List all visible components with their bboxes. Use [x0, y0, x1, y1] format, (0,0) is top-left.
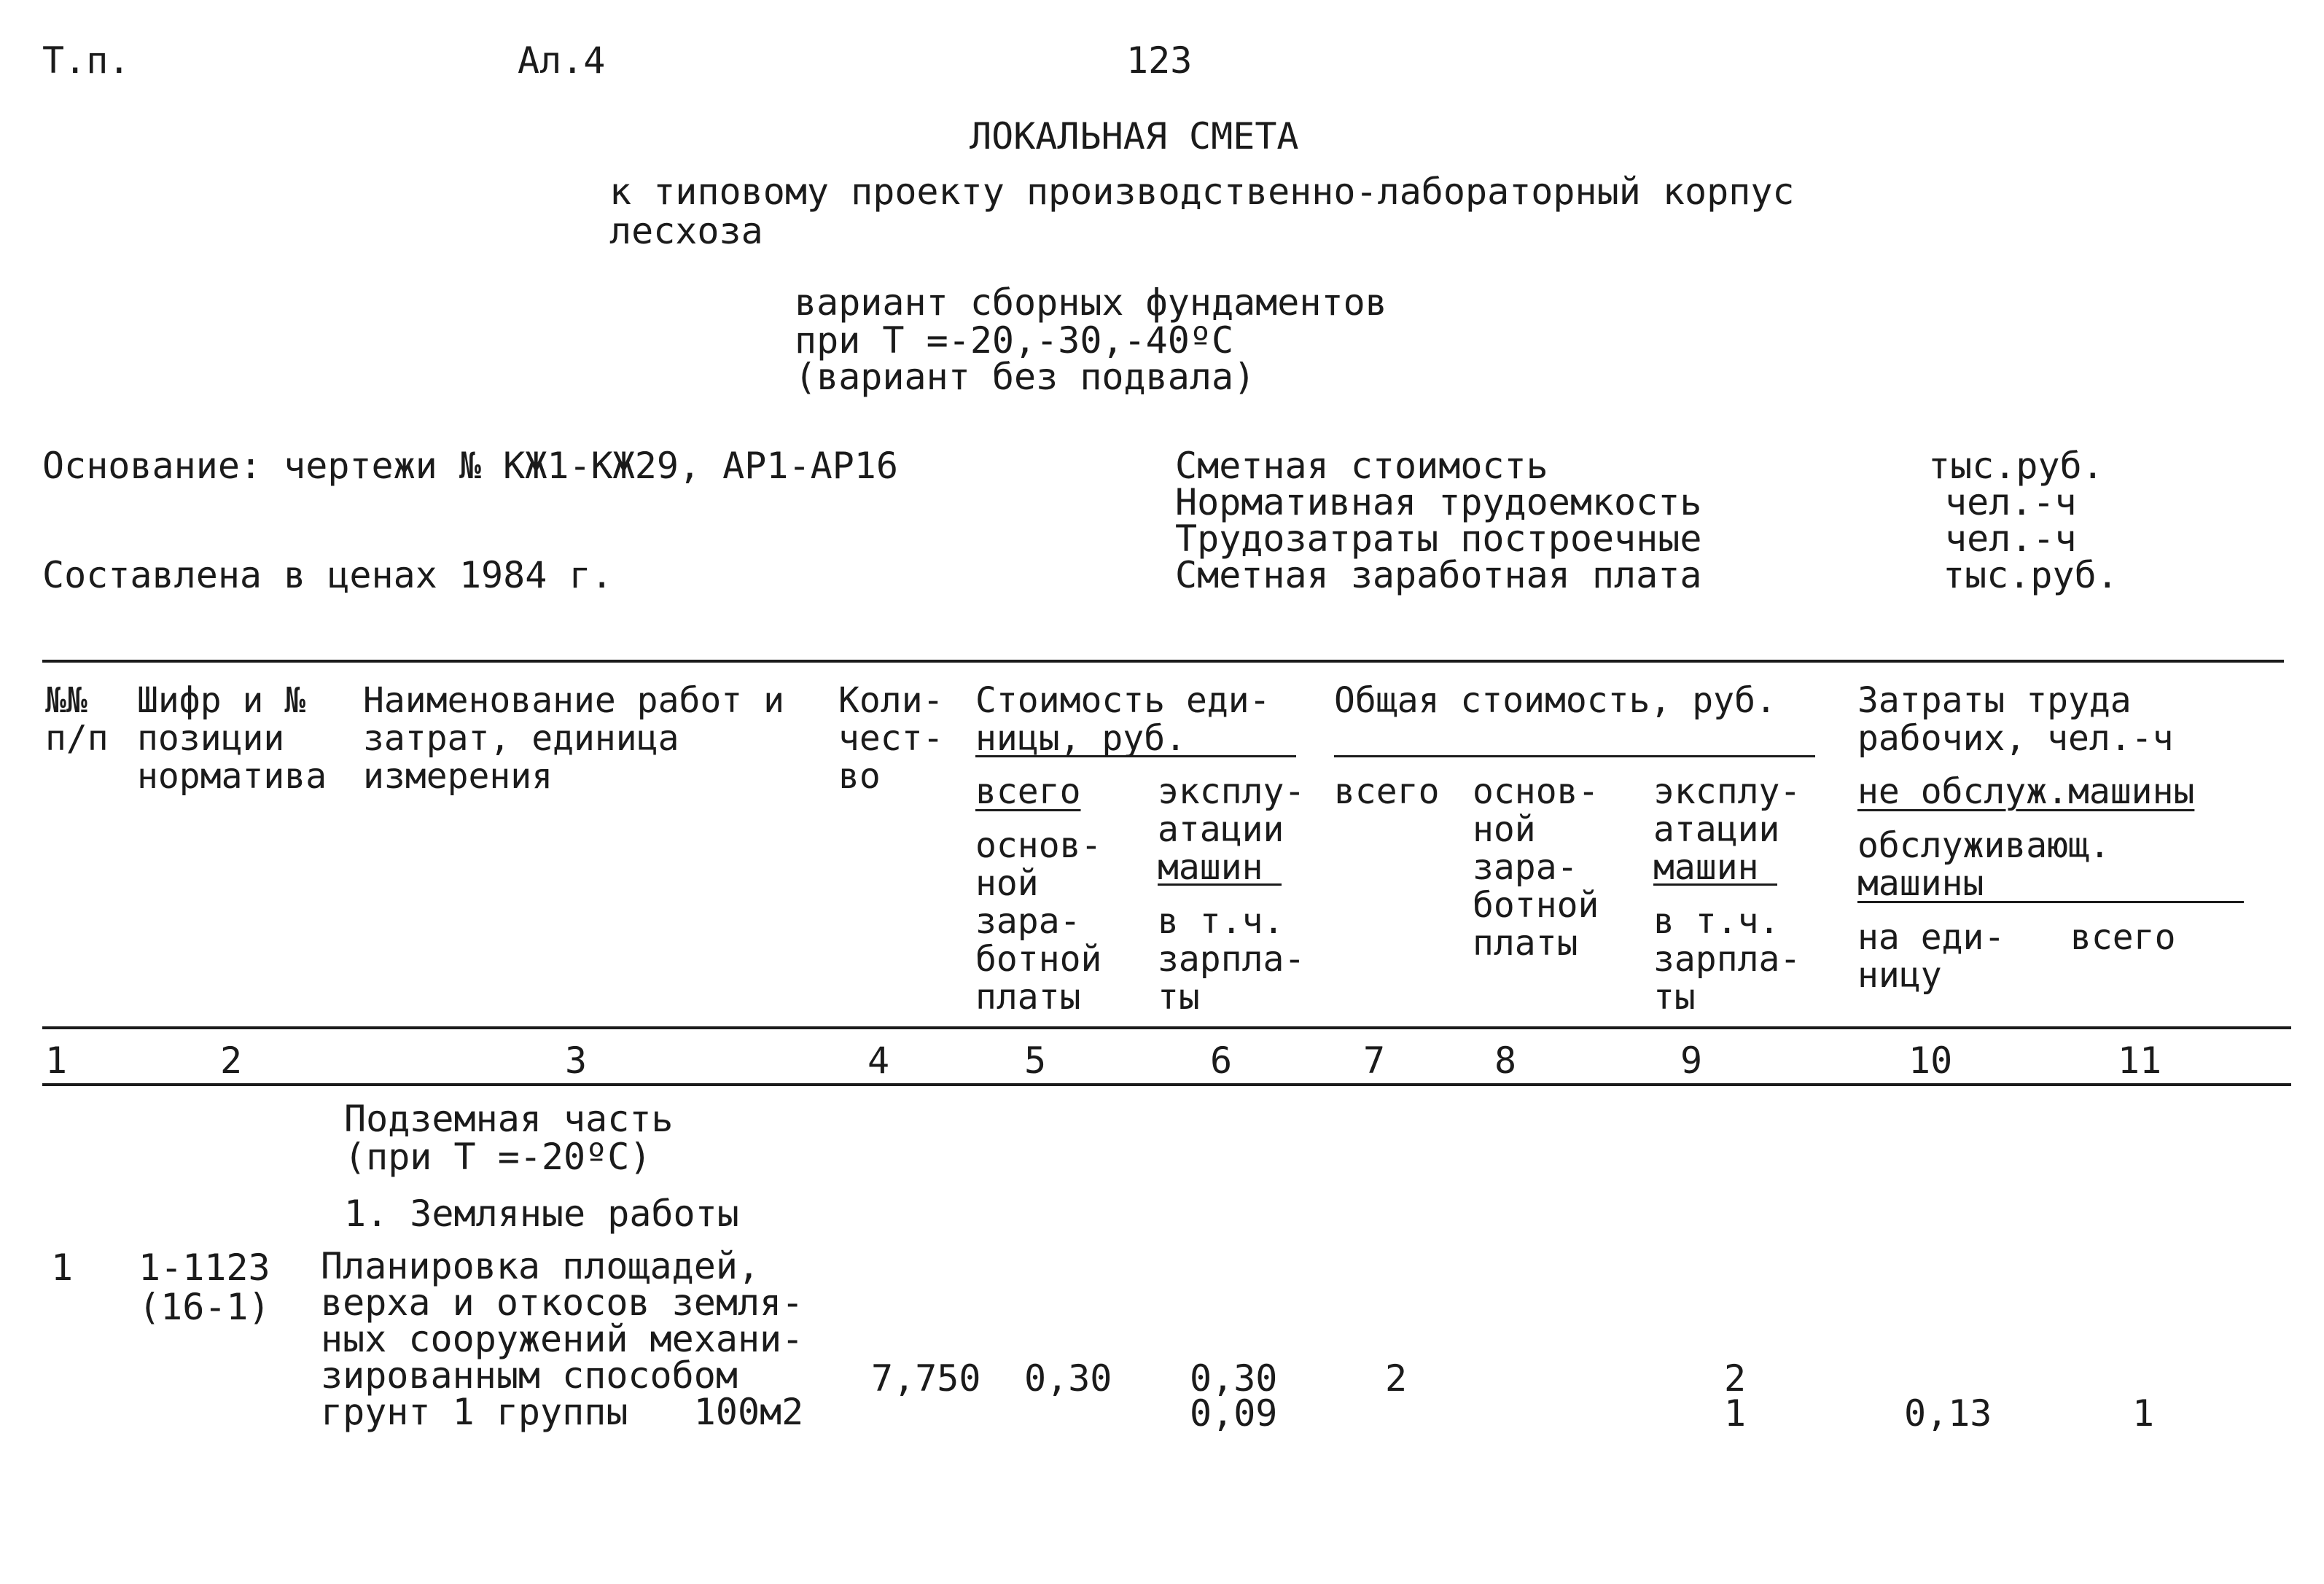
- column-number-1: 1: [45, 1039, 68, 1082]
- column-number-2: 2: [220, 1039, 243, 1082]
- unit-cost-divider: [975, 755, 1296, 757]
- column-number-8: 8: [1494, 1039, 1517, 1082]
- header-total-cost-group: Общая стоимость, руб.: [1334, 680, 1777, 721]
- header-col-9-top: эксплу- атации машин: [1653, 771, 1801, 888]
- variant-line-3: (вариант без подвала): [795, 356, 1256, 398]
- section-part-line-1: Подземная часть: [344, 1098, 674, 1140]
- row-total-machine-wage: 1: [1724, 1392, 1747, 1435]
- labor-divider: [1857, 901, 2244, 903]
- row-labor-unit: 0,13: [1904, 1392, 1992, 1435]
- summary-label-labor-site: Трудозатраты построечные: [1175, 518, 1702, 560]
- header-col-1: №№ п/п: [45, 680, 109, 759]
- row-unit-machine: 0,30: [1190, 1357, 1278, 1400]
- header-unit-cost-group-2: ницы, руб.: [975, 718, 1186, 759]
- total-cost-divider: [1334, 755, 1815, 757]
- header-col-7: всего: [1334, 771, 1440, 812]
- row-total: 2: [1385, 1357, 1408, 1400]
- header-col-3: Наименование работ и затрат, единица измерения: [363, 680, 784, 797]
- subtitle-line-1: к типовому проекту производственно-лабораторный корпус: [609, 171, 1795, 213]
- row-total-machine: 2: [1724, 1357, 1747, 1400]
- row-labor-total: 1: [2132, 1392, 2155, 1435]
- header-col-11: всего: [2070, 917, 2176, 958]
- summary-unit-cost: тыс.руб.: [1928, 445, 2104, 487]
- document-title: ЛОКАЛЬНАЯ СМЕТА: [970, 115, 1299, 157]
- header-bottom-rule: [42, 1026, 2291, 1029]
- header-col-10: на еди- ницу: [1857, 917, 2005, 996]
- header-col-9-bottom: в т.ч. зарпла- ты: [1653, 901, 1801, 1018]
- page-type: Т.п.: [42, 39, 130, 82]
- header-col-5-top: всего: [975, 771, 1081, 812]
- subsection-heading: 1. Земляные работы: [344, 1193, 739, 1235]
- column-number-5: 5: [1024, 1039, 1047, 1082]
- column-number-4: 4: [867, 1039, 890, 1082]
- header-labor-group: Затраты труда рабочих, чел.-ч: [1857, 680, 2174, 759]
- row-unit-machine-wage: 0,09: [1190, 1392, 1278, 1435]
- column-number-7: 7: [1363, 1039, 1386, 1082]
- basis-drawings: Основание: чертежи № КЖ1-КЖ29, АР1-АР16: [42, 445, 898, 487]
- variant-line-2: при Т =-20,-30,-40ºС: [795, 319, 1234, 362]
- header-col-5-bottom: основ- ной зара- ботной платы: [975, 825, 1102, 1018]
- header-col-8: основ- ной зара- ботной платы: [1473, 771, 1599, 964]
- summary-unit-labor-site: чел.-ч: [1945, 518, 2077, 560]
- header-col-4: Коли- чест- во: [838, 680, 944, 797]
- page-number: 123: [1126, 39, 1193, 82]
- summary-unit-wage: тыс.руб.: [1943, 554, 2118, 596]
- row-unit-total: 0,30: [1024, 1357, 1112, 1400]
- section-part-line-2: (при Т =-20ºС): [344, 1136, 652, 1178]
- column-number-6: 6: [1210, 1039, 1233, 1082]
- header-labor-sub-1: не обслуж.машины: [1857, 771, 2195, 812]
- header-col-6-bottom: в т.ч. зарпла- ты: [1158, 901, 1306, 1018]
- header-unit-cost-group: Стоимость еди-: [975, 680, 1271, 721]
- subtitle-line-2: лесхоза: [609, 210, 763, 252]
- column-number-11: 11: [2118, 1039, 2162, 1082]
- column-number-9: 9: [1680, 1039, 1703, 1082]
- column-number-3: 3: [565, 1039, 588, 1082]
- summary-label-cost: Сметная стоимость: [1175, 445, 1548, 487]
- col-6-divider: [1158, 883, 1282, 886]
- summary-label-labor-norm: Нормативная трудоемкость: [1175, 481, 1702, 523]
- column-number-10: 10: [1908, 1039, 1953, 1082]
- summary-unit-labor-norm: чел.-ч: [1945, 481, 2077, 523]
- summary-label-wage: Сметная заработная плата: [1175, 554, 1702, 596]
- row-code: 1-1123 (16-1): [139, 1246, 270, 1328]
- col-9-divider: [1653, 883, 1777, 886]
- column-numbers-rule: [42, 1083, 2291, 1086]
- header-labor-sub-2: обслуживающ. машины: [1857, 825, 2110, 904]
- table-top-rule: [42, 660, 2284, 663]
- row-quantity: 7,750: [871, 1357, 981, 1400]
- header-col-6-top: эксплу- атации машин: [1158, 771, 1306, 888]
- prices-year: Составлена в ценах 1984 г.: [42, 554, 613, 596]
- album-number: Ал.4: [518, 39, 606, 82]
- row-name: Планировка площадей, верха и откосов земля- ных сооружений механи- зированным способом грунт 1 группы 100м2: [321, 1245, 804, 1433]
- row-number: 1: [51, 1246, 74, 1289]
- header-col-2: Шифр и № позиции норматива: [137, 680, 327, 797]
- variant-line-1: вариант сборных фундаментов: [795, 281, 1387, 324]
